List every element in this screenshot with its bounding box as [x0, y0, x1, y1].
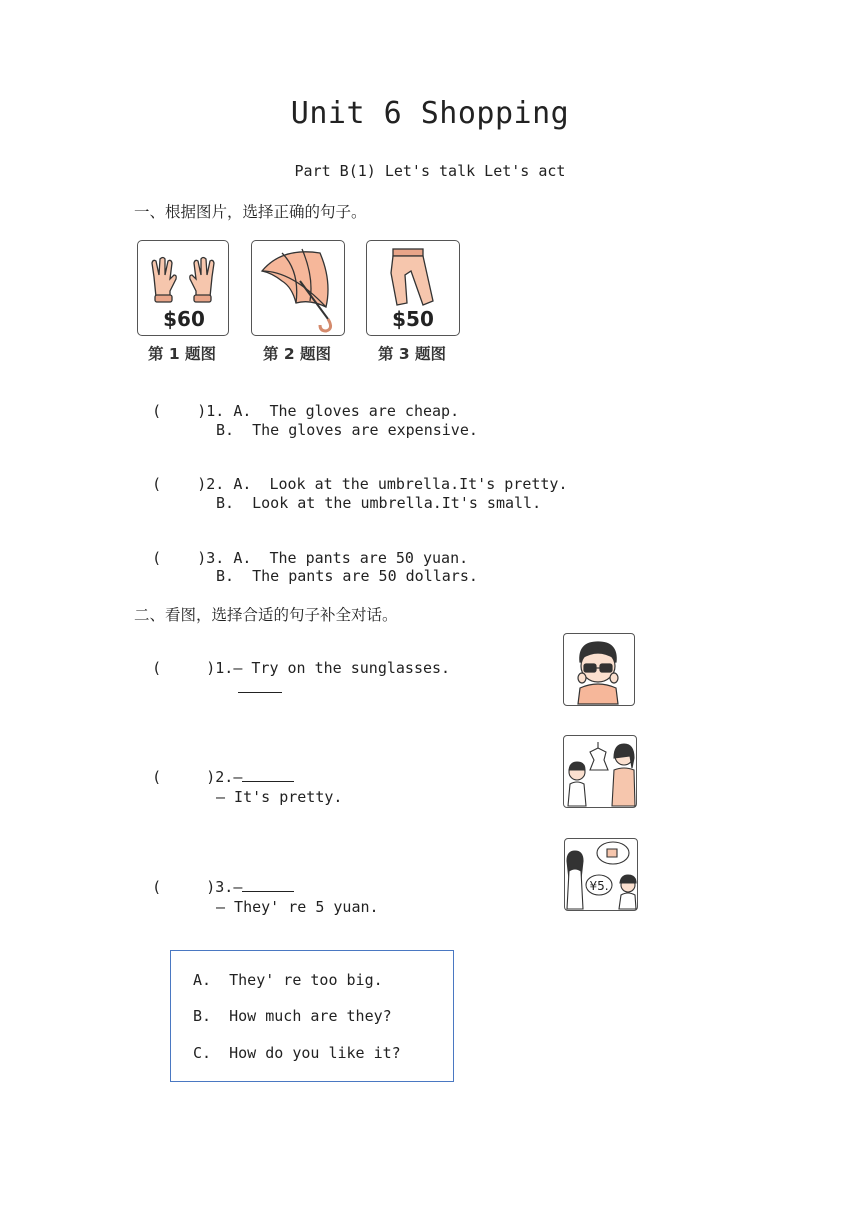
s1-q3-option-b: B. The pants are 50 dollars.: [216, 567, 478, 585]
caption-3: 第 3 题图: [377, 345, 447, 363]
answer-bracket[interactable]: ( ): [152, 402, 207, 420]
answer-blank-2[interactable]: [242, 780, 294, 782]
option-a: A. They' re too big.: [193, 971, 383, 989]
dialog-line-1: —: [233, 768, 243, 786]
caption-2: 第 2 题图: [262, 345, 332, 363]
s1-q2-option-b: B. Look at the umbrella.It's small.: [216, 494, 542, 512]
section-1-heading: 一、根据图片，选择正确的句子。: [134, 203, 367, 221]
answer-bracket[interactable]: ( ): [152, 549, 207, 567]
picture-3: [366, 240, 460, 336]
dialog-line-1: — Try on the sunglasses.: [233, 659, 451, 677]
option-a: A. The pants are 50 yuan.: [233, 549, 469, 567]
option-a: A. Look at the umbrella.It's pretty.: [233, 475, 568, 493]
s2-picture-3: [564, 838, 638, 911]
page-subtitle: Part B(1) Let's talk Let's act: [294, 162, 566, 180]
s2-q3-line2: — They' re 5 yuan.: [216, 898, 379, 916]
s2-picture-1: [563, 633, 635, 706]
answer-bracket[interactable]: ( ): [152, 659, 216, 677]
s2-q2-line2: — It's pretty.: [216, 788, 343, 806]
answer-bracket[interactable]: ( ): [152, 878, 216, 896]
question-number: 3.: [215, 878, 234, 896]
gloves-icon: [138, 247, 228, 307]
option-b: B. How much are they?: [193, 1007, 392, 1025]
s1-q3-row: [134, 531, 468, 567]
boy-sunglasses-icon: [564, 634, 634, 705]
option-a: A. The gloves are cheap.: [233, 402, 460, 420]
question-number: 1.: [215, 659, 234, 677]
girls-dress-icon: [564, 736, 636, 807]
s2-q1-row: [134, 641, 450, 677]
dialog-line-1: —: [233, 878, 243, 896]
options-box: [170, 950, 454, 1082]
answer-blank-1[interactable]: [238, 692, 282, 693]
price-label-1: $60: [163, 307, 205, 331]
caption-1: 第 1 题图: [147, 345, 217, 363]
picture-1: [137, 240, 229, 336]
s1-q1-option-b: B. The gloves are expensive.: [216, 421, 478, 439]
price-label-3: $50: [392, 307, 434, 331]
page-title: Unit 6 Shopping: [290, 96, 570, 131]
answer-bracket[interactable]: ( ): [152, 475, 207, 493]
question-number: 3.: [206, 549, 225, 567]
answer-blank-3[interactable]: [242, 890, 294, 892]
option-c: C. How do you like it?: [193, 1044, 401, 1062]
pants-icon: [367, 245, 459, 309]
pic3-price-text: ¥5.: [589, 879, 609, 893]
question-number: 2.: [215, 768, 234, 786]
umbrella-icon: [252, 241, 344, 335]
question-number: 1.: [206, 402, 225, 420]
shopping-price-icon: [565, 839, 637, 910]
question-number: 2.: [206, 475, 225, 493]
picture-2: [251, 240, 345, 336]
s2-q3-row: [134, 860, 294, 896]
s1-q1-row: [134, 384, 459, 420]
s1-q2-row: [134, 457, 567, 493]
answer-bracket[interactable]: ( ): [152, 768, 216, 786]
s2-picture-2: [563, 735, 637, 808]
section-2-heading: 二、看图，选择合适的句子补全对话。: [134, 606, 398, 624]
s2-q2-row: [134, 750, 294, 786]
